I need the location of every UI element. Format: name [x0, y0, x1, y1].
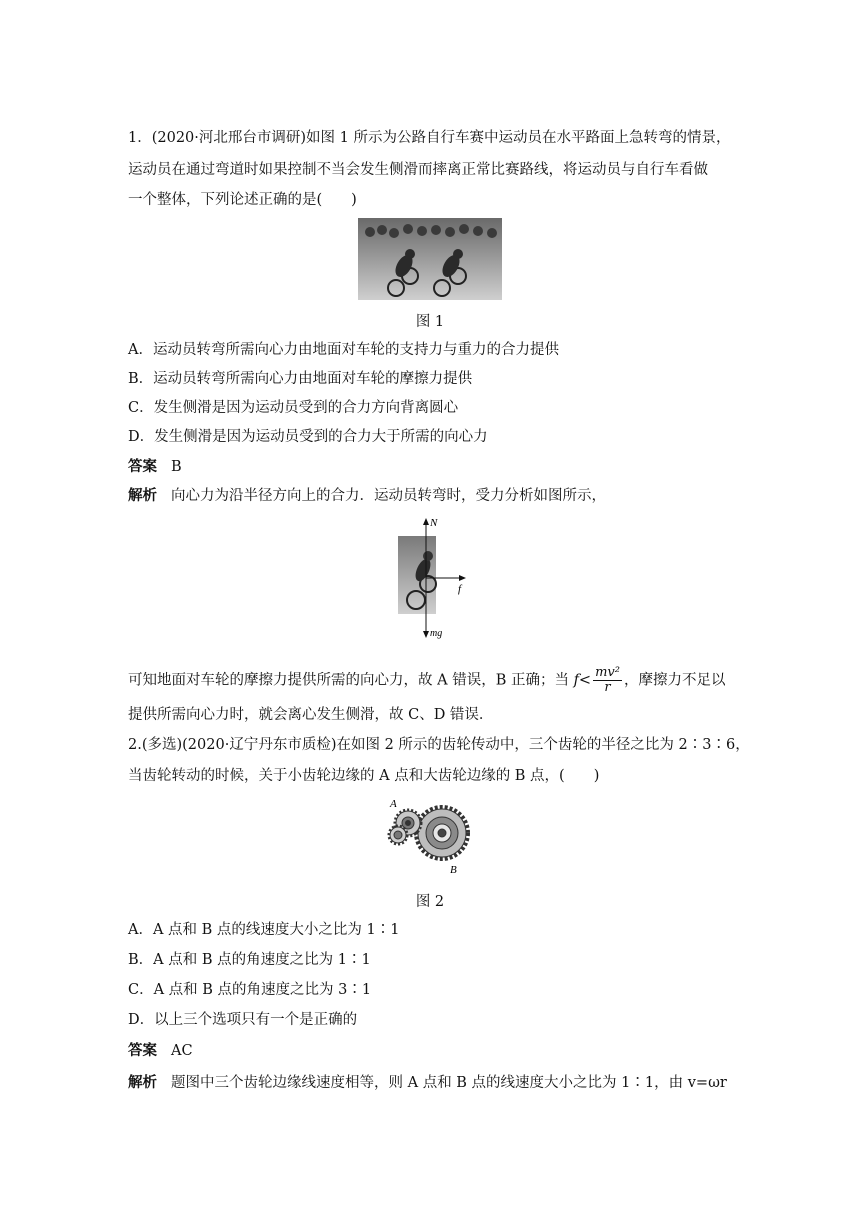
q1-option-c: C．发生侧滑是因为运动员受到的合力方向背离圆心: [128, 400, 459, 416]
q2-option-d: D．以上三个选项只有一个是正确的: [128, 1012, 358, 1028]
cyclists-photo: [358, 218, 502, 300]
q1-stem-line-2: 运动员在通过弯道时如果控制不当会发生侧滑而摔离正常比赛路线，将运动员与自行车看做: [128, 162, 708, 178]
q1-option-d: D．发生侧滑是因为运动员受到的合力大于所需的向心力: [128, 429, 488, 445]
answer-value: B: [171, 459, 182, 475]
q2-stem-line-1: 2.(多选)(2020·辽宁丹东市质检)在如图 2 所示的齿轮传动中，三个齿轮的半径之比为 2∶3∶6，: [128, 737, 750, 753]
analysis-text: 向心力为沿半径方向上的合力．运动员转弯时，受力分析如图所示，: [171, 488, 606, 504]
force-label-mg: mg: [430, 628, 443, 639]
q1-option-a: A．运动员转弯所需向心力由地面对车轮的支持力与重力的合力提供: [128, 342, 559, 358]
gears-diagram: [380, 797, 480, 877]
q2-option-b: B．A 点和 B 点的角速度之比为 1∶1: [128, 952, 371, 968]
fraction-denominator: r: [604, 680, 611, 695]
q2-option-a: A．A 点和 B 点的线速度大小之比为 1∶1: [128, 922, 400, 938]
q1-stem-line-1: 1．(2020·河北邢台市调研)如图 1 所示为公路自行车赛中运动员在水平路面上急转弯的情景，: [128, 130, 731, 146]
analysis-text-2a: 可知地面对车轮的摩擦力提供所需的向心力，故 A 错误，B 正确；当: [128, 672, 574, 689]
gear-label-a: A: [390, 798, 397, 810]
q2-stem-line-2: 当齿轮转动的时候，关于小齿轮边缘的 A 点和大齿轮边缘的 B 点，( ): [128, 768, 600, 784]
analysis-label: 解析: [128, 487, 157, 504]
force-label-n: N: [430, 517, 438, 529]
q2-answer: [128, 1041, 193, 1061]
fraction-mv2-r: [593, 666, 622, 695]
figure-1-caption: 图 1: [415, 314, 445, 330]
q2-option-c: C．A 点和 B 点的角速度之比为 3∶1: [128, 982, 372, 998]
force-label-f: f: [458, 583, 462, 595]
q1-answer: [128, 457, 182, 477]
q1-option-b: B．运动员转弯所需向心力由地面对车轮的摩擦力提供: [128, 371, 473, 387]
answer-value: AC: [171, 1043, 193, 1059]
fraction-numerator: mv²: [595, 665, 620, 680]
analysis-label: 解析: [128, 1074, 157, 1091]
analysis-text-2b: ，摩擦力不足以: [623, 672, 726, 689]
answer-label: 答案: [128, 1042, 157, 1059]
q2-analysis-line-1: [128, 1073, 727, 1093]
gear-label-b: B: [450, 864, 457, 876]
answer-label: 答案: [128, 458, 157, 475]
q1-stem-line-3: 一个整体，下列论述正确的是( ): [128, 192, 357, 208]
analysis-text: 题图中三个齿轮边缘线速度相等，则 A 点和 B 点的线速度大小之比为 1∶1，由 v=ωr: [171, 1075, 727, 1091]
inequality: f<: [573, 672, 592, 689]
figure-2-caption: 图 2: [415, 894, 445, 910]
force-diagram: [390, 512, 480, 642]
q1-analysis-line-3: 提供所需向心力时，就会离心发生侧滑，故 C、D 错误．: [128, 707, 494, 723]
q1-analysis-line-1: [128, 486, 606, 506]
q1-analysis-line-2: [128, 666, 725, 695]
